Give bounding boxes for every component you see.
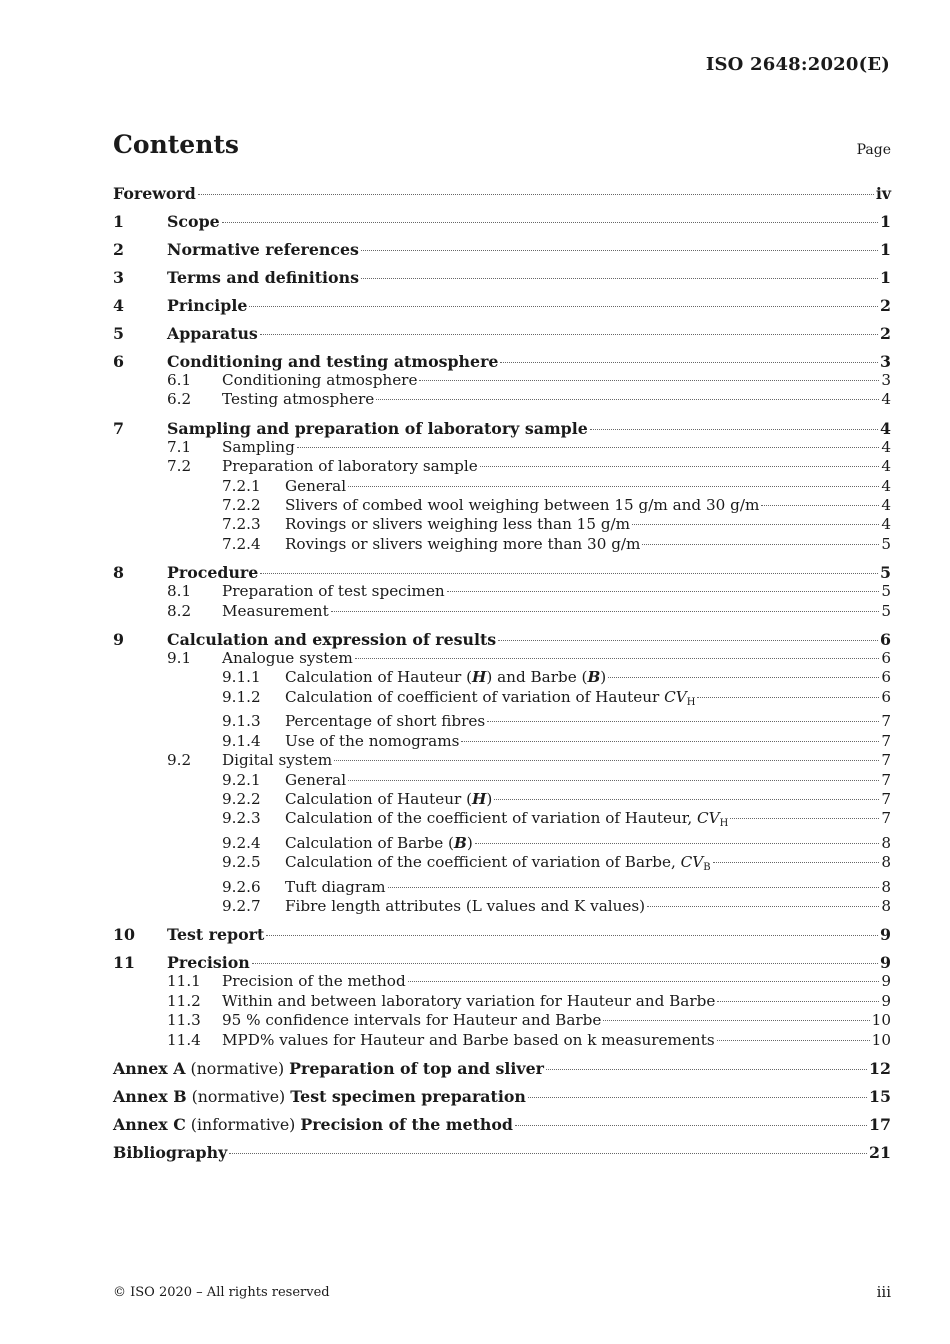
- toc-entry-title: [222, 1011, 601, 1030]
- toc-entry[interactable]: [113, 992, 891, 1011]
- toc-entry[interactable]: [113, 268, 891, 287]
- annex-label: Annex B: [113, 1086, 187, 1106]
- toc-entry-number: 9.2.5: [222, 853, 261, 872]
- toc-entry-number: 11.2: [167, 991, 201, 1010]
- dot-leader: [480, 466, 880, 467]
- variable-symbol: CV: [697, 809, 720, 828]
- toc-entry-page: 6: [881, 668, 891, 687]
- toc-entry-title-text: Test specimen preparation: [290, 1086, 526, 1106]
- variable-subscript: H: [719, 818, 729, 830]
- toc-entry-title: [222, 582, 445, 601]
- toc-entry-title-text: Sampling and preparation of laboratory sample: [167, 418, 588, 438]
- toc-entry-number: 9.1.1: [222, 668, 261, 687]
- dot-leader: [222, 222, 878, 223]
- symbol-text: H: [472, 668, 487, 687]
- toc-entry-page: 8: [881, 896, 891, 915]
- toc-entry-page: 7: [881, 712, 891, 731]
- toc-entry-page: iv: [875, 184, 891, 203]
- toc-entry-title: [167, 630, 496, 649]
- toc-entry-page: 5: [880, 563, 891, 583]
- dot-leader: [528, 1097, 867, 1098]
- toc-entry-page: 10: [871, 1011, 891, 1030]
- dot-leader: [632, 524, 879, 525]
- toc-entry-page: 4: [881, 437, 891, 456]
- annex-label: Annex C: [113, 1114, 186, 1134]
- symbol-text: B: [587, 668, 601, 687]
- copyright-footer: © ISO 2020 – All rights reserved: [113, 1285, 330, 1300]
- toc-entry-title: [285, 897, 645, 916]
- dot-leader: [355, 658, 880, 659]
- toc-entry-number: 4: [113, 296, 124, 315]
- dot-leader: [546, 1069, 867, 1070]
- dot-leader: [266, 935, 878, 936]
- toc-entry-page: 6: [881, 649, 891, 668]
- dot-leader: [260, 573, 878, 574]
- toc-entry-title: [222, 371, 417, 390]
- toc-entry-number: 9.2.6: [222, 877, 261, 896]
- toc-entry-title-text: Analogue system: [222, 649, 353, 668]
- page-number: iii: [876, 1283, 891, 1301]
- toc-entry-title: [285, 809, 728, 833]
- toc-entry[interactable]: [113, 535, 891, 554]
- toc-entry-page: 2: [880, 296, 891, 315]
- toc-entry-title: [113, 1143, 227, 1162]
- dot-leader: [515, 1125, 867, 1126]
- dot-leader: [447, 591, 880, 592]
- toc-entry-number: 7.2.4: [222, 534, 261, 553]
- toc-entry-title: [113, 1115, 513, 1134]
- toc-entry[interactable]: [113, 790, 891, 809]
- toc-entry-title-text: Rovings or slivers weighing less than 15 g/m: [285, 515, 631, 534]
- toc-entry-number: 7.1: [167, 437, 192, 456]
- toc-entry-title-text: Bibliography: [113, 1142, 228, 1162]
- toc-entry-title-text: Precision of the method: [300, 1114, 513, 1134]
- toc-entry-title: [167, 212, 220, 231]
- toc-entry-number: 11.4: [167, 1030, 201, 1049]
- toc-entry-page: 9: [880, 953, 891, 973]
- toc-entry-number: 11.1: [167, 972, 201, 991]
- toc-entry-title: [285, 477, 346, 496]
- toc-entry[interactable]: [113, 457, 891, 476]
- toc-entry-title-text: 95 % confidence intervals for Hauteur and Barbe: [222, 1011, 602, 1030]
- toc-entry[interactable]: [113, 732, 891, 751]
- toc-entry-number: 9.2.1: [222, 770, 261, 789]
- toc-entry[interactable]: [113, 1087, 891, 1106]
- toc-entry-page: 9: [881, 991, 891, 1010]
- toc-entry-title-text: Principle: [167, 296, 248, 315]
- toc-entry-page: 2: [880, 324, 891, 343]
- table-of-contents: [113, 184, 891, 1162]
- toc-entry-number: 10: [113, 925, 135, 945]
- toc-entry-page: 9: [880, 925, 891, 945]
- page-column-label: Page: [856, 142, 891, 158]
- toc-entry-number: 7.2.1: [222, 476, 261, 495]
- toc-entry-page: 7: [881, 809, 891, 828]
- toc-entry-page: 12: [869, 1058, 891, 1078]
- toc-entry-page: 5: [881, 534, 891, 553]
- toc-entry-number: 9.2: [167, 751, 192, 770]
- annex-type: (normative): [186, 1086, 291, 1106]
- toc-entry-title-text: Precision: [167, 953, 250, 973]
- toc-entry-number: 7: [113, 418, 124, 438]
- toc-entry-page: 3: [881, 371, 891, 389]
- toc-entry[interactable]: [113, 1143, 891, 1162]
- toc-entry-number: 8: [113, 563, 124, 583]
- toc-entry-number: 9.2.3: [222, 809, 261, 828]
- toc-entry-title-text: ): [466, 833, 473, 852]
- toc-entry-page: 15: [869, 1086, 891, 1106]
- toc-entry[interactable]: [113, 953, 891, 972]
- toc-entry-number: 9.2.4: [222, 833, 261, 852]
- toc-entry-title: [222, 972, 406, 991]
- dot-leader: [642, 544, 879, 545]
- dot-leader: [487, 721, 879, 722]
- toc-entry-title: [285, 535, 640, 554]
- dot-leader: [419, 380, 879, 381]
- dot-leader: [408, 981, 880, 982]
- toc-entry-title-text: Conditioning atmosphere: [222, 371, 418, 389]
- dot-leader: [348, 780, 879, 781]
- dot-leader: [590, 429, 878, 430]
- dot-leader: [198, 194, 874, 195]
- dot-leader: [717, 1040, 870, 1041]
- toc-entry-title: [113, 184, 196, 203]
- dot-leader: [697, 697, 879, 698]
- annex-type: (normative): [185, 1058, 290, 1078]
- toc-entry-title-text: Rovings or slivers weighing more than 30 g/m: [285, 534, 641, 553]
- variable-symbol: CV: [664, 687, 687, 706]
- variable-subscript: B: [703, 862, 711, 874]
- toc-entry-title-text: Apparatus: [167, 324, 258, 343]
- toc-entry-title: [113, 1059, 544, 1078]
- toc-entry-number: 3: [113, 268, 124, 287]
- toc-entry-title-text: Percentage of short fibres: [285, 712, 486, 731]
- dot-leader: [608, 677, 879, 678]
- dot-leader: [376, 399, 879, 400]
- toc-entry[interactable]: [113, 563, 891, 582]
- toc-entry-title: [167, 419, 588, 438]
- toc-entry-title: [167, 925, 264, 944]
- toc-entry-page: 6: [881, 687, 891, 706]
- toc-entry-title-text: ): [600, 668, 607, 687]
- toc-entry-page: 1: [880, 212, 891, 231]
- toc-entry-title: [285, 878, 386, 897]
- toc-entry[interactable]: [113, 878, 891, 897]
- toc-entry-title: [285, 712, 485, 731]
- toc-entry-title-text: Calculation of Hauteur (: [285, 668, 473, 687]
- toc-entry-title-text: Preparation of top and sliver: [289, 1058, 544, 1078]
- toc-entry-number: 5: [113, 324, 124, 343]
- toc-entry-title: [285, 834, 473, 853]
- toc-entry-title-text: Precision of the method: [222, 972, 406, 991]
- toc-entry-title-text: Testing atmosphere: [222, 390, 375, 409]
- toc-entry-title: [222, 438, 295, 457]
- toc-entry-title-text: Preparation of laboratory sample: [222, 457, 478, 476]
- toc-entry-number: 11: [113, 953, 135, 973]
- dot-leader: [475, 843, 880, 844]
- toc-entry-number: 1: [113, 212, 124, 231]
- toc-entry[interactable]: [113, 1031, 891, 1050]
- document-id: ISO 2648:2020(E): [705, 54, 890, 75]
- toc-entry[interactable]: [113, 771, 891, 790]
- toc-entry-number: 9: [113, 630, 124, 650]
- contents-title: Contents: [113, 130, 240, 159]
- toc-entry-title: [285, 790, 492, 809]
- toc-entry-number: 7.2.2: [222, 496, 261, 515]
- toc-entry-title-text: Procedure: [167, 563, 259, 583]
- toc-entry-title: [222, 1031, 715, 1050]
- toc-entry-page: 21: [869, 1142, 891, 1162]
- toc-entry-page: 8: [881, 833, 891, 852]
- toc-entry-number: 6: [113, 352, 124, 371]
- toc-entry-title-text: Calculation of coefficient of variation of Hauteur: [285, 687, 665, 706]
- toc-entry-title-text: Conditioning and testing atmosphere: [167, 352, 499, 371]
- toc-entry[interactable]: [113, 371, 891, 390]
- toc-entry-title-text: Test report: [167, 925, 265, 945]
- toc-entry-title: [222, 751, 332, 770]
- toc-entry-title: [285, 515, 630, 534]
- toc-entry[interactable]: [113, 972, 891, 991]
- toc-entry-title-text: MPD% values for Hauteur and Barbe based on k measurements: [222, 1030, 715, 1049]
- toc-entry-title-text: Calculation of the coefficient of variation of Barbe,: [285, 853, 681, 872]
- toc-entry-title-text: Scope: [167, 212, 220, 231]
- toc-entry-title-text: Terms and definitions: [167, 268, 359, 287]
- toc-entry[interactable]: [113, 212, 891, 231]
- toc-entry-number: 6.2: [167, 390, 192, 409]
- toc-entry[interactable]: [113, 751, 891, 770]
- dot-leader: [761, 505, 879, 506]
- toc-entry[interactable]: [113, 897, 891, 916]
- toc-entry-number: 11.3: [167, 1011, 201, 1030]
- dot-leader: [252, 963, 878, 964]
- variable-symbol: CV: [680, 853, 704, 872]
- toc-entry-title-text: General: [285, 476, 347, 495]
- annex-type: (informative): [185, 1114, 301, 1134]
- toc-entry[interactable]: [113, 582, 891, 601]
- toc-entry[interactable]: [113, 1115, 891, 1134]
- toc-entry[interactable]: [113, 352, 891, 371]
- toc-entry[interactable]: [113, 712, 891, 731]
- toc-entry-title: [167, 324, 258, 343]
- toc-entry[interactable]: [113, 496, 891, 515]
- toc-entry[interactable]: [113, 1011, 891, 1030]
- toc-entry-title: [222, 457, 478, 476]
- toc-entry-title-text: Calculation of Hauteur (: [285, 789, 473, 808]
- toc-entry-page: 1: [880, 268, 891, 287]
- toc-entry-page: 4: [881, 515, 891, 534]
- toc-entry-page: 4: [881, 390, 891, 409]
- toc-entry-title-text: Tuft diagram: [285, 877, 386, 896]
- dot-leader: [334, 760, 879, 761]
- toc-entry-title-text: Slivers of combed wool weighing between 15 g/m and 30 g/m: [285, 496, 760, 515]
- toc-entry[interactable]: [113, 668, 891, 687]
- dot-leader: [297, 447, 880, 448]
- dot-leader: [498, 640, 878, 641]
- toc-entry-number: 9.1.3: [222, 712, 261, 731]
- dot-leader: [229, 1153, 867, 1154]
- toc-entry-page: 4: [881, 457, 891, 476]
- toc-entry-title-text: ) and Barbe (: [486, 668, 588, 687]
- toc-entry-page: 8: [881, 853, 891, 872]
- dot-leader: [461, 741, 879, 742]
- symbol-text: B: [453, 833, 467, 852]
- toc-entry-title: [285, 668, 606, 687]
- toc-entry-page: 6: [880, 630, 891, 650]
- toc-entry-page: 10: [871, 1030, 891, 1049]
- toc-entry-page: 7: [881, 770, 891, 789]
- toc-entry-title: [285, 771, 346, 790]
- toc-entry[interactable]: [113, 1059, 891, 1078]
- dot-leader: [348, 486, 879, 487]
- toc-entry-page: 7: [881, 731, 891, 750]
- toc-entry-number: 9.2.2: [222, 789, 261, 808]
- toc-entry[interactable]: [113, 438, 891, 457]
- toc-entry-title: [222, 992, 715, 1011]
- toc-entry-number: 2: [113, 240, 124, 259]
- toc-entry[interactable]: [113, 688, 891, 712]
- toc-entry-number: 6.1: [167, 371, 192, 389]
- toc-entry-title-text: Use of the nomograms: [285, 731, 460, 750]
- toc-entry[interactable]: [113, 390, 891, 409]
- dot-leader: [713, 862, 880, 863]
- variable-subscript: H: [686, 696, 696, 708]
- dot-leader: [361, 250, 878, 251]
- toc-entry[interactable]: [113, 477, 891, 496]
- toc-entry[interactable]: [113, 649, 891, 668]
- toc-entry-title-text: Measurement: [222, 601, 329, 620]
- dot-leader: [603, 1020, 869, 1021]
- toc-entry[interactable]: [113, 809, 891, 833]
- toc-entry[interactable]: [113, 853, 891, 877]
- toc-entry-page: 17: [869, 1114, 891, 1134]
- toc-entry-title-text: Calculation of Barbe (: [285, 833, 454, 852]
- dot-leader: [388, 887, 880, 888]
- toc-entry-title-text: Normative references: [167, 240, 359, 259]
- dot-leader: [361, 278, 878, 279]
- toc-entry-page: 5: [881, 601, 891, 620]
- toc-entry-page: 1: [880, 240, 891, 259]
- toc-entry-title: [285, 496, 759, 515]
- toc-entry-number: 9.1.4: [222, 731, 261, 750]
- toc-entry-page: 3: [880, 352, 891, 371]
- toc-entry-number: 9.1.2: [222, 687, 261, 706]
- toc-entry[interactable]: [113, 925, 891, 944]
- toc-entry-number: 9.1: [167, 649, 192, 668]
- toc-entry-title-text: Preparation of test specimen: [222, 582, 445, 601]
- toc-entry-title-text: Sampling: [222, 437, 295, 456]
- toc-entry-title: [167, 953, 250, 972]
- toc-entry-title-text: Calculation of the coefficient of variation of Hauteur,: [285, 809, 697, 828]
- toc-entry-page: 8: [881, 877, 891, 896]
- toc-entry-page: 7: [881, 789, 891, 808]
- toc-entry-page: 5: [881, 582, 891, 601]
- toc-entry-number: 9.2.7: [222, 896, 261, 915]
- toc-entry-page: 4: [881, 476, 891, 495]
- toc-entry-title: [113, 1087, 526, 1106]
- toc-entry-title: [285, 688, 695, 712]
- toc-entry-number: 7.2: [167, 457, 192, 476]
- toc-entry[interactable]: [113, 296, 891, 315]
- toc-entry[interactable]: [113, 602, 891, 621]
- toc-entry[interactable]: [113, 324, 891, 343]
- toc-entry-title: [222, 602, 329, 621]
- dot-leader: [500, 362, 878, 363]
- toc-entry[interactable]: [113, 184, 891, 203]
- toc-entry-title: [167, 296, 247, 315]
- dot-leader: [647, 906, 879, 907]
- toc-entry-title-text: Within and between laboratory variation for Hauteur and Barbe: [222, 991, 716, 1010]
- toc-entry-title-text: Foreword: [113, 184, 196, 203]
- toc-entry-number: 8.1: [167, 582, 192, 601]
- toc-entry-title: [167, 352, 498, 371]
- toc-entry-title-text: Digital system: [222, 751, 333, 770]
- toc-entry-number: 8.2: [167, 601, 192, 620]
- toc-entry-title-text: ): [486, 789, 493, 808]
- toc-entry-title: [167, 240, 359, 259]
- dot-leader: [249, 306, 878, 307]
- dot-leader: [331, 611, 880, 612]
- dot-leader: [717, 1001, 879, 1002]
- toc-entry-title: [222, 390, 374, 409]
- toc-entry[interactable]: [113, 834, 891, 853]
- toc-entry-title: [167, 268, 359, 287]
- toc-entry[interactable]: [113, 419, 891, 438]
- toc-entry-title-text: Fibre length attributes (L values and K values): [285, 896, 646, 915]
- dot-leader: [260, 334, 878, 335]
- dot-leader: [730, 818, 879, 819]
- toc-entry-page: 7: [881, 751, 891, 770]
- toc-entry-page: 9: [881, 972, 891, 991]
- toc-entry-page: 4: [880, 418, 891, 438]
- annex-label: Annex A: [113, 1058, 186, 1078]
- toc-entry[interactable]: [113, 630, 891, 649]
- toc-entry-title: [222, 649, 353, 668]
- toc-entry-title-text: General: [285, 770, 347, 789]
- toc-entry[interactable]: [113, 240, 891, 259]
- dot-leader: [494, 799, 879, 800]
- toc-entry[interactable]: [113, 515, 891, 534]
- toc-entry-title: [285, 853, 711, 877]
- toc-entry-title-text: Calculation and expression of results: [167, 630, 497, 650]
- toc-entry-title: [285, 732, 459, 751]
- toc-entry-number: 7.2.3: [222, 515, 261, 534]
- symbol-text: H: [472, 789, 487, 808]
- toc-entry-title: [167, 563, 258, 582]
- toc-entry-page: 4: [881, 496, 891, 515]
